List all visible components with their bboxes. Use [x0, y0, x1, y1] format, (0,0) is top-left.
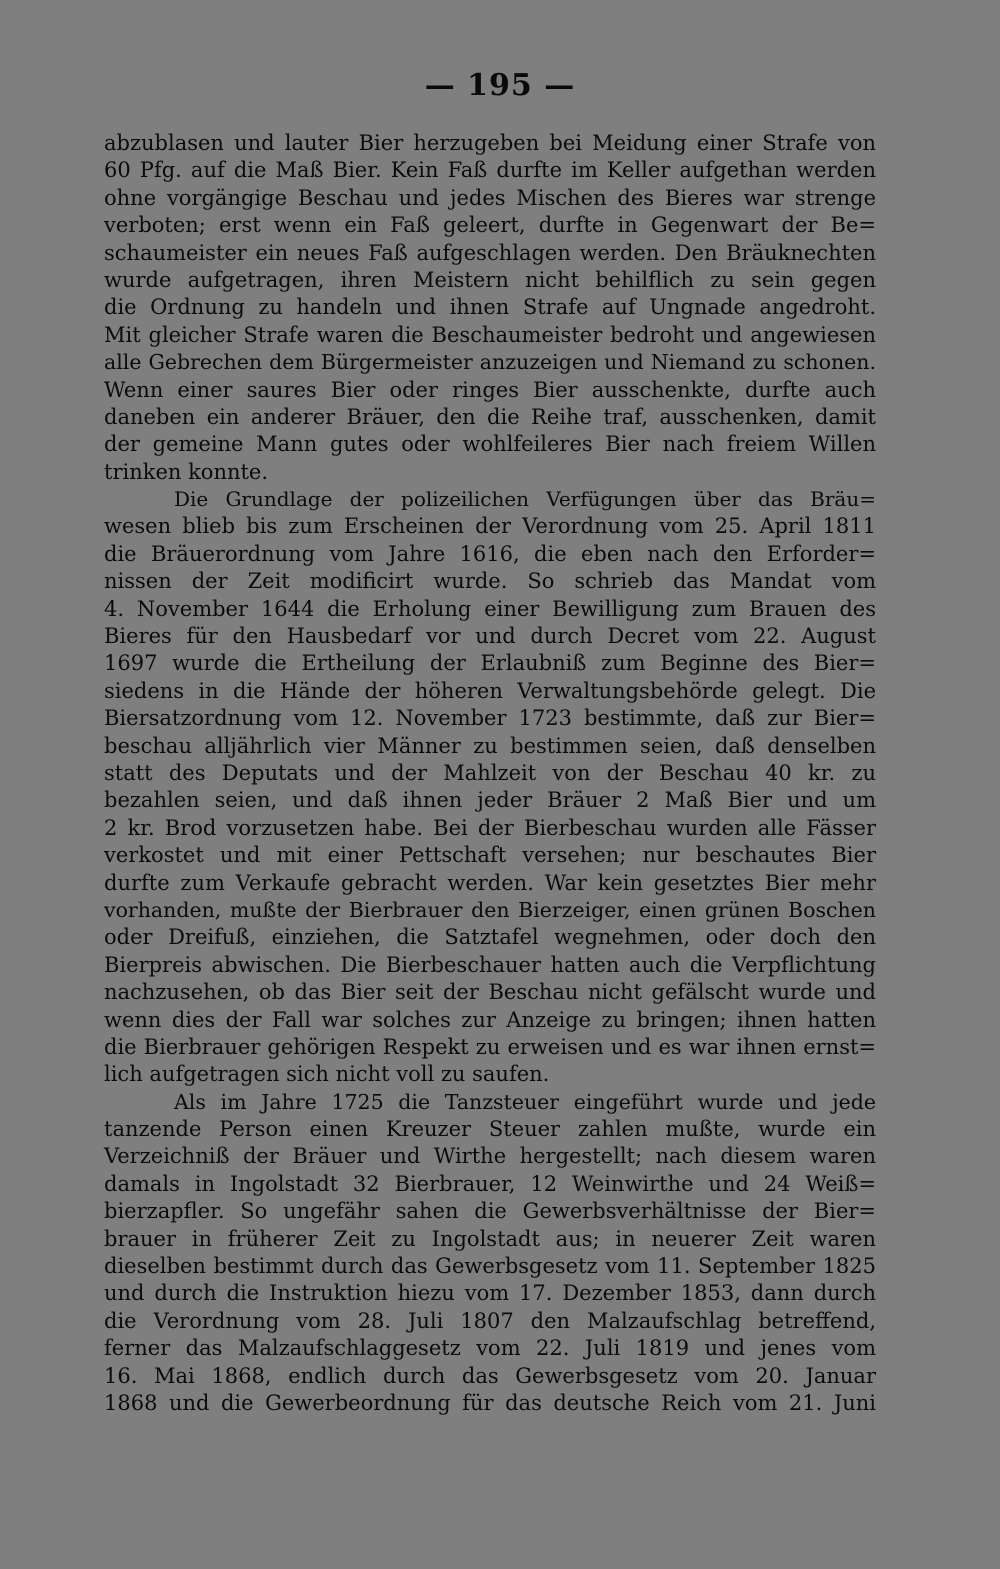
text-line: die Bräuerordnung vom Jahre 1616, die eben nach den Erforder=: [104, 541, 876, 566]
text-line: 1697 wurde die Ertheilung der Erlaubniß zum Beginne des Bier=: [104, 651, 876, 676]
text-line: damals in Ingolstadt 32 Bierbrauer, 12 Weinwirthe und 24 Weiß=: [104, 1171, 876, 1196]
text-line: ferner das Malzaufschlaggesetz vom 22. Juli 1819 und jenes vom: [104, 1336, 876, 1361]
text-line: 16. Mai 1868, endlich durch das Gewerbsgesetz vom 20. Januar: [104, 1363, 876, 1388]
text-line: trinken konnte.: [104, 459, 269, 484]
text-line: Bierpreis abwischen. Die Bierbeschauer hatten auch die Verpflichtung: [104, 952, 876, 977]
text-line: nachzusehen, ob das Bier seit der Beschau nicht gefälscht wurde und: [104, 980, 876, 1005]
text-line: Die Grundlage der polizeilichen Verfügungen über das Bräu=: [174, 487, 876, 512]
text-line: bierzapfler. So ungefähr sahen die Gewerbsverhältnisse der Bier=: [104, 1199, 876, 1224]
text-line: durfte zum Verkaufe gebracht werden. War kein gesetztes Bier mehr: [104, 870, 876, 895]
text-line: und durch die Instruktion hiezu vom 17. Dezember 1853, dann durch: [104, 1281, 876, 1306]
text-line: die Verordnung vom 28. Juli 1807 den Malzaufschlag betreffend,: [104, 1308, 876, 1333]
page-number: — 195 —: [424, 68, 576, 103]
text-line: wenn dies der Fall war solches zur Anzeige zu bringen; ihnen hatten: [104, 1007, 876, 1032]
text-line: siedens in die Hände der höheren Verwaltungsbehörde gelegt. Die: [104, 678, 876, 703]
text-line: wesen blieb bis zum Erscheinen der Verordnung vom 25. April 1811: [104, 514, 876, 539]
text-line: Mit gleicher Strafe waren die Beschaumeister bedroht und angewiesen: [104, 322, 876, 347]
text-line: nissen der Zeit modificirt wurde. So schrieb das Mandat vom: [104, 569, 876, 594]
text-line: die Ordnung zu handeln und ihnen Strafe auf Ungnade angedroht.: [104, 295, 876, 320]
text-line: 60 Pfg. auf die Maß Bier. Kein Faß durfte im Keller aufgethan werden: [104, 158, 876, 183]
text-line: wurde aufgetragen, ihren Meistern nicht behilflich zu sein gegen: [104, 267, 876, 292]
text-line: alle Gebrechen dem Bürgermeister anzuzeigen und Niemand zu schonen.: [104, 350, 876, 375]
text-line: verkostet und mit einer Pettschaft versehen; nur beschautes Bier: [104, 843, 876, 868]
text-line: ohne vorgängige Beschau und jedes Mischen des Bieres war strenge: [104, 185, 876, 210]
text-line: 4. November 1644 die Erholung einer Bewilligung zum Brauen des: [104, 596, 876, 621]
text-line: vorhanden, mußte der Bierbrauer den Bierzeiger, einen grünen Boschen: [104, 897, 876, 922]
text-line: der gemeine Mann gutes oder wohlfeileres Bier nach freiem Willen: [104, 432, 876, 457]
text-line: Biersatzordnung vom 12. November 1723 bestimmte, daß zur Bier=: [104, 706, 876, 731]
text-line: brauer in früherer Zeit zu Ingolstadt aus; in neuerer Zeit waren: [104, 1226, 876, 1251]
text-line: dieselben bestimmt durch das Gewerbsgesetz vom 11. September 1825: [104, 1254, 876, 1279]
text-line: Bieres für den Hausbedarf vor und durch Decret vom 22. August: [104, 624, 876, 649]
text-line: schaumeister ein neues Faß aufgeschlagen werden. Den Bräuknechten: [104, 240, 876, 265]
text-line: oder Dreifuß, einziehen, die Satztafel wegnehmen, oder doch den: [104, 925, 876, 950]
text-line: Verzeichniß der Bräuer und Wirthe hergestellt; nach diesem waren: [104, 1144, 876, 1169]
body-text: [104, 130, 876, 1417]
text-line: die Bierbrauer gehörigen Respekt zu erweisen und es war ihnen ernst=: [104, 1034, 876, 1059]
text-line: 1868 und die Gewerbeordnung für das deutsche Reich vom 21. Juni: [104, 1390, 876, 1415]
text-line: Als im Jahre 1725 die Tanzsteuer eingeführt wurde und jede: [174, 1089, 876, 1114]
text-line: bezahlen seien, und daß ihnen jeder Bräuer 2 Maß Bier und um: [104, 788, 876, 813]
text-line: verboten; erst wenn ein Faß geleert, durfte in Gegenwart der Be=: [104, 213, 876, 238]
text-line: 2 kr. Brod vorzusetzen habe. Bei der Bierbeschau wurden alle Fässer: [104, 815, 876, 840]
text-line: beschau alljährlich vier Männer zu bestimmen seien, daß denselben: [104, 733, 876, 758]
text-line: statt des Deputats und der Mahlzeit von der Beschau 40 kr. zu: [104, 760, 876, 785]
text-line: Wenn einer saures Bier oder ringes Bier ausschenkte, durfte auch: [104, 377, 876, 402]
text-line: daneben ein anderer Bräuer, den die Reihe traf, ausschenken, damit: [104, 404, 876, 429]
text-line: abzublasen und lauter Bier herzugeben bei Meidung einer Strafe von: [104, 131, 876, 155]
text-line: lich aufgetragen sich nicht voll zu saufen.: [104, 1062, 550, 1087]
text-line: tanzende Person einen Kreuzer Steuer zahlen mußte, wurde ein: [104, 1117, 876, 1142]
